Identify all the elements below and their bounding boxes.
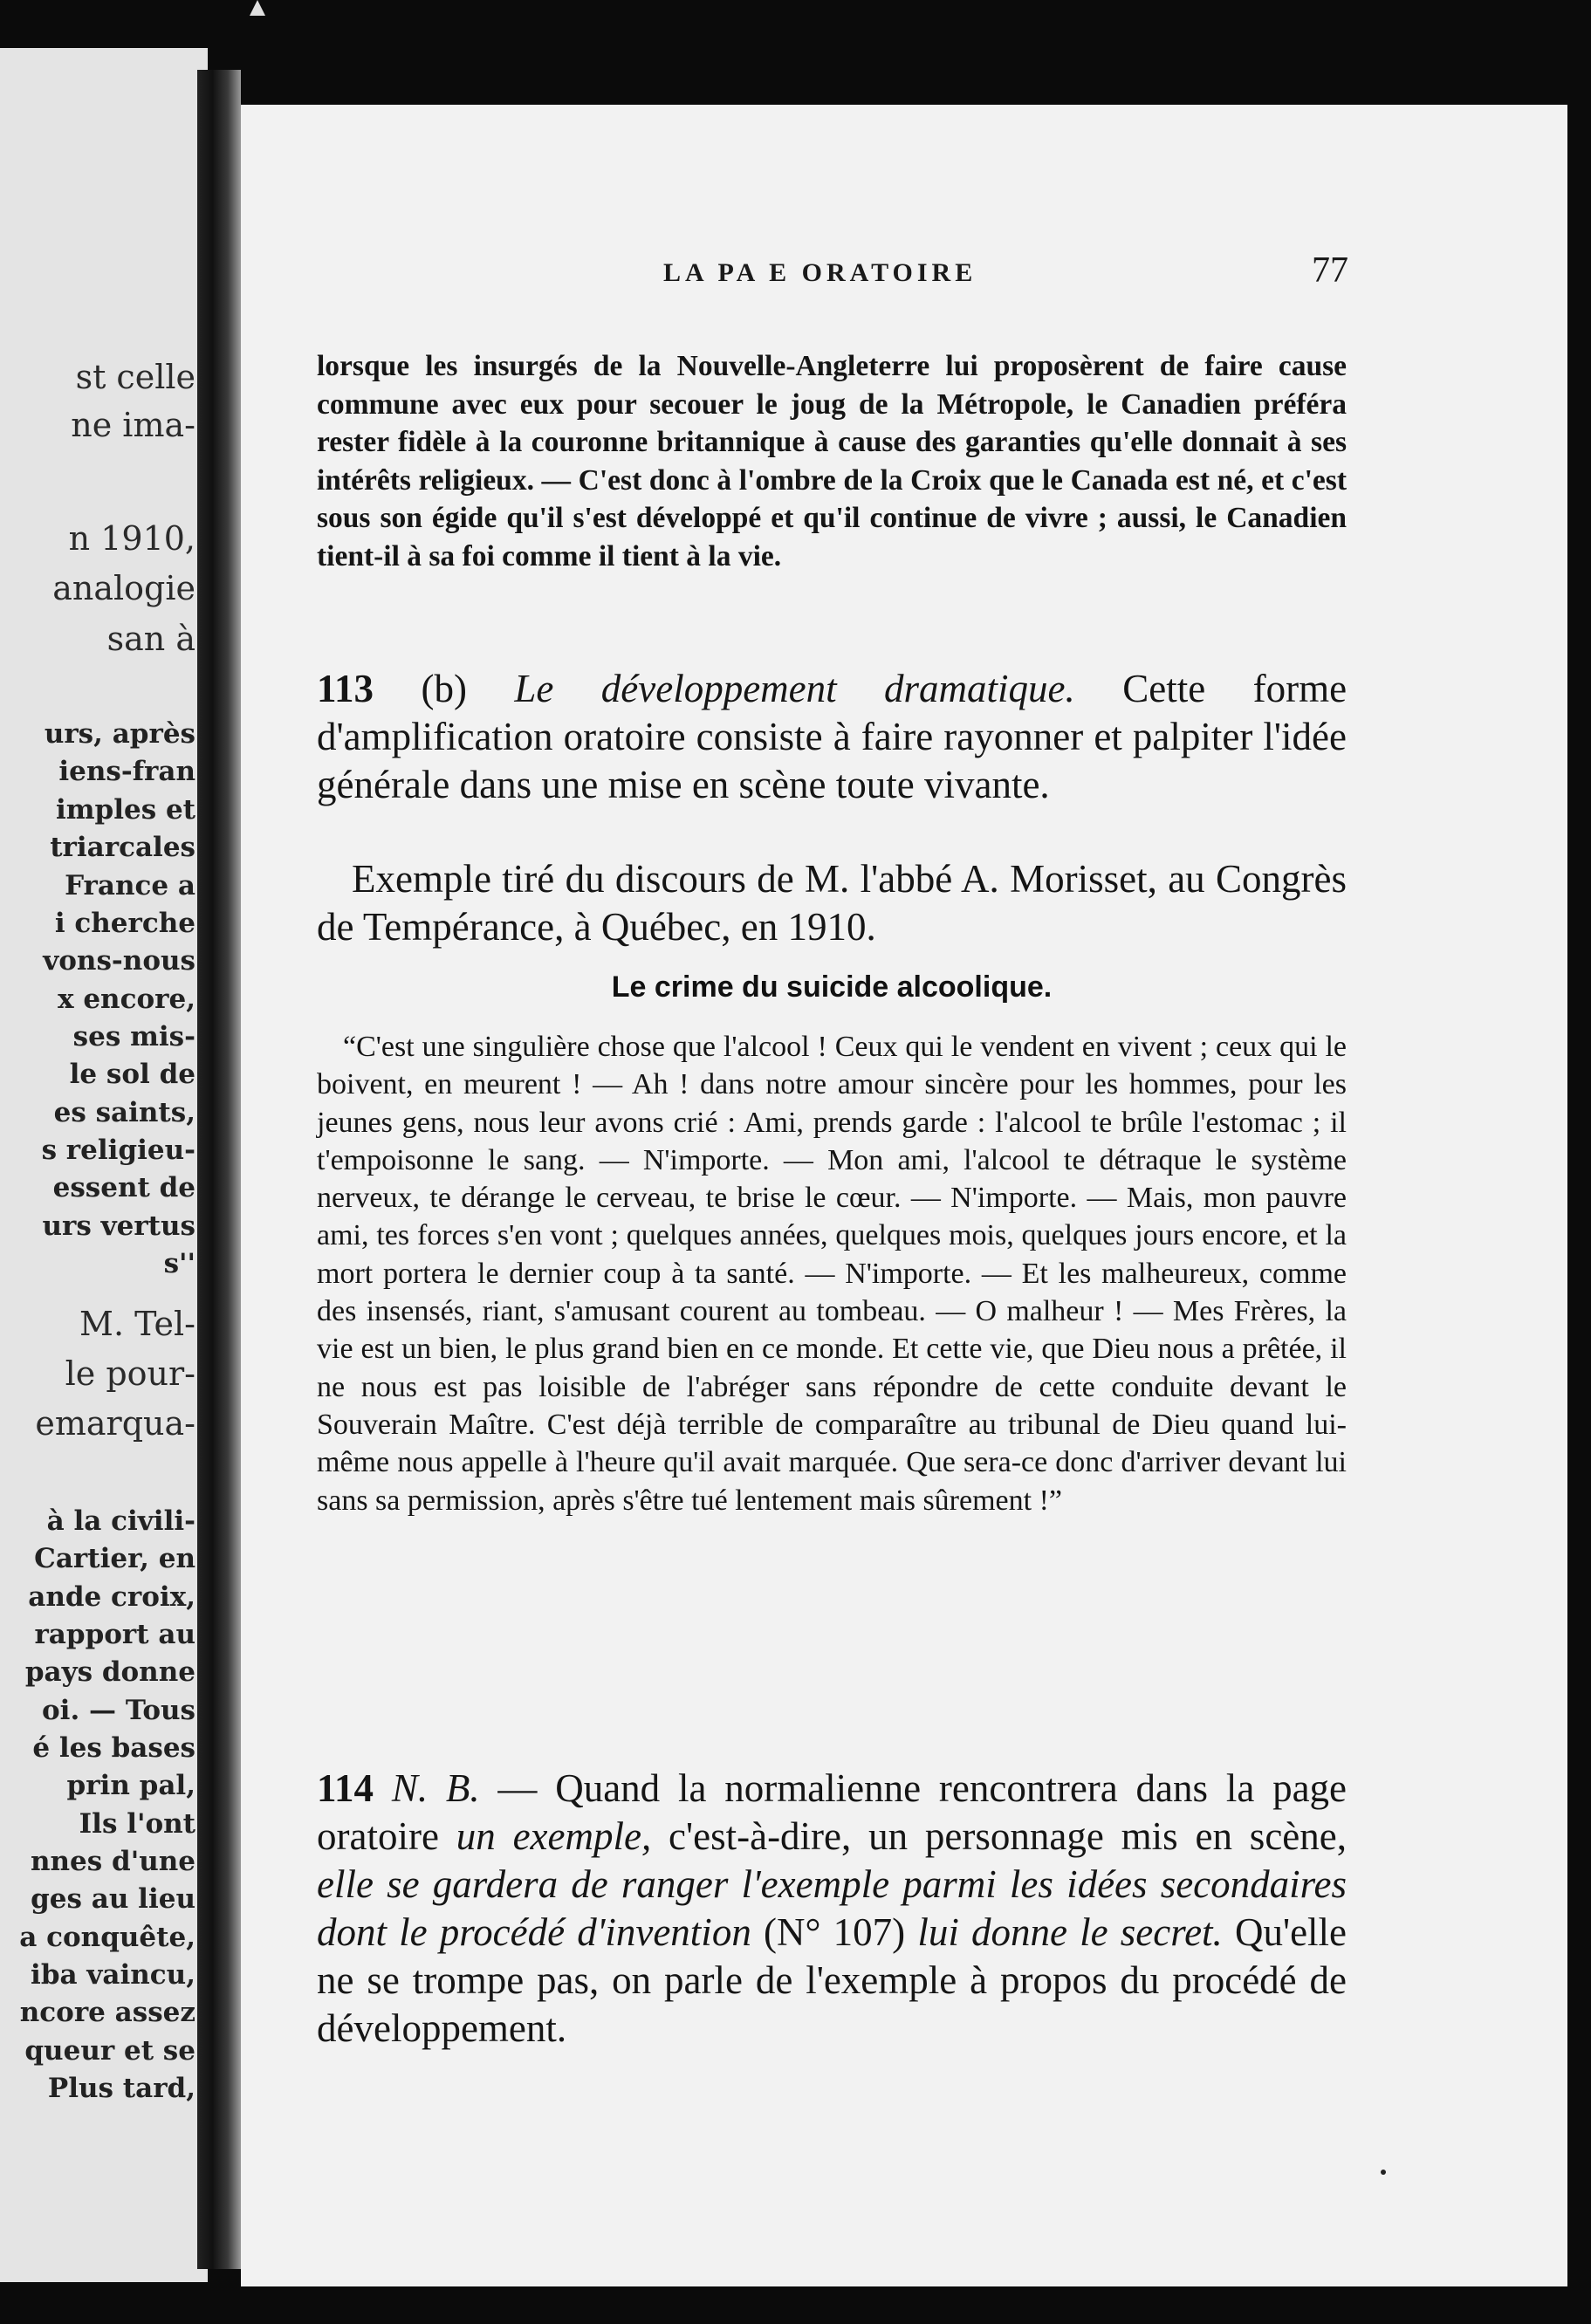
paragraph-text: (N° 107): [764, 1910, 906, 1954]
previous-page-line: à la civili-: [46, 1505, 195, 1537]
previous-page-line: urs, après: [44, 718, 195, 750]
paragraph-italic: elle se gardera de ranger l'exemple parmi les idées secondaires dont le procédé d'invention: [317, 1862, 1347, 1954]
paragraph-114: [317, 1765, 1347, 2053]
running-title: LA PA E ORATOIRE: [663, 258, 977, 287]
previous-page-line: n 1910,: [68, 519, 195, 558]
example-intro: Exemple tiré du discours de M. l'abbé A. Morisset, au Congrès de Tempérance, à Québec, en 1910.: [317, 857, 1347, 949]
paragraph-title: Le développement dramatique.: [514, 667, 1075, 710]
quote-heading: Le crime du suicide alcoolique.: [611, 970, 1053, 1004]
quotation: “C'est une singulière chose que l'alcool ! Ceux qui le vendent en vivent ; ceux qui le boivent, en meurent ! — Ah ! dans notre amour sincère pour les hommes, pour les jeunes gens, nous leur avons crié : Ami, prends garde : l'alcool te brûle l'estomac ; il t'empoisonne le sang. — N'importe. — Mon ami, l'alcool te détraque le système nerveux, te dérange le cerveau, te brise le cœur. — N'importe. — Mais, mon pauvre ami, tes forces s'en vont ; quelques années, quelques mois, quelques jours encore, et la mort portera le dernier coup à ta santé. — N'importe. — Et les malheureux, comme des insensés, riant, s'amusant courent au tombeau. — O malheur ! — Mes Frères, la vie est un bien, le plus grand bien en ce monde. Et cette vie, que Dieu nous a prêtée, il ne nous est pas loisible de l'abréger sans répondre de cette conduite devant le Souverain Maître. C'est déjà terrible de comparaître au tribunal de Dieu quand lui-même nous appelle à l'heure qu'il avait marquée. Que sera-ce donc d'arriver devant lui sans sa permission, après s'être tué lentement mais sûrement !”: [317, 1031, 1347, 1517]
previous-page-line: ne ima-: [71, 406, 195, 444]
previous-page-line: urs vertus: [42, 1210, 195, 1242]
previous-page-line: é les bases: [32, 1732, 195, 1764]
paragraph-text: Qu'elle ne se trompe pas, on parle de l'exemple à propos du procédé de développement.: [317, 1910, 1348, 2050]
previous-page-line: san à: [106, 620, 195, 658]
paragraph-continuation: lorsque les insurgés de la Nouvelle-Angleterre lui proposèrent de faire cause commune avec eux pour secouer le joug de la Métropole, le Canadien préféra rester fidèle à la couronne britannique à cause des garanties qu'elle donnait à ses intérêts religieux. — C'est donc à l'ombre de la Croix que le Canada est né, et c'est sous son égide qu'il s'est développé et qu'il continue de vivre ; aussi, le Canadien tient-il à sa foi comme il tient à la vie.: [317, 350, 1347, 572]
previous-page-line: a conquête,: [19, 1922, 195, 1953]
previous-page-line: oi. — Tous: [41, 1695, 195, 1726]
previous-page-line: analogie: [52, 569, 195, 607]
previous-page-line: Cartier, en: [34, 1543, 195, 1574]
previous-page-line: essent de: [52, 1172, 195, 1203]
previous-page-line: pays donne: [24, 1656, 195, 1688]
previous-page-line: ges au lieu: [31, 1883, 195, 1915]
paragraph-113: [317, 665, 1347, 809]
previous-page-fragment: [0, 48, 208, 2282]
previous-page-line: Plus tard,: [47, 2073, 195, 2104]
previous-page-line: vons-nous: [43, 945, 195, 977]
paragraph-label: N. B.: [391, 1766, 480, 1810]
previous-page-line: le sol de: [69, 1059, 195, 1090]
previous-page-line: s religieu-: [41, 1135, 195, 1166]
previous-page-line: le pour-: [65, 1354, 195, 1393]
previous-page-line: emarqua-: [35, 1404, 195, 1443]
previous-page-line: imples et: [55, 794, 195, 826]
paragraph-number: 113: [317, 667, 374, 710]
previous-page-line: triarcales: [50, 832, 195, 863]
previous-page-line: i cherche: [54, 908, 195, 939]
previous-page-line: ncore assez: [19, 1997, 195, 2028]
previous-page-line: s'': [163, 1248, 195, 1279]
previous-page-line: iens-fran: [58, 756, 195, 787]
previous-page-line: France a: [65, 870, 195, 901]
previous-page-line: iba vaincu,: [31, 1959, 195, 1991]
previous-page-line: rapport au: [34, 1619, 195, 1650]
previous-page-line: queur et se: [24, 2035, 195, 2067]
paragraph-text: — Quand la normalienne rencontrera dans la page oratoire: [317, 1766, 1348, 1858]
paragraph-text: c'est-à-dire, un personnage mis en scène,: [669, 1814, 1347, 1858]
paragraph-label: (b): [421, 667, 467, 710]
previous-page-line: M. Tel-: [79, 1305, 195, 1343]
scan-corner-mark: [250, 0, 265, 16]
paragraph-italic: un exemple,: [456, 1814, 652, 1858]
page-number: 77: [1312, 250, 1348, 291]
previous-page-line: es saints,: [53, 1097, 195, 1128]
paragraph-italic: lui donne le secret.: [917, 1910, 1223, 1954]
book-gutter: [197, 70, 241, 2269]
paragraph-text: Cette forme d'amplification oratoire consiste à faire rayonner et palpiter l'idée générale dans une mise en scène toute vivante.: [317, 667, 1348, 806]
paragraph-number: 114: [317, 1766, 374, 1810]
ink-speck: [1381, 2170, 1386, 2175]
previous-page-line: st celle: [75, 358, 195, 396]
previous-page-line: nnes d'une: [30, 1846, 195, 1877]
previous-page-line: x encore,: [58, 984, 195, 1015]
previous-page-line: Ils l'ont: [79, 1808, 195, 1840]
previous-page-line: ande croix,: [28, 1581, 195, 1613]
page-header: [388, 155, 1348, 291]
previous-page-line: ses mis-: [72, 1021, 195, 1052]
previous-page-line: prin pal,: [66, 1770, 195, 1801]
